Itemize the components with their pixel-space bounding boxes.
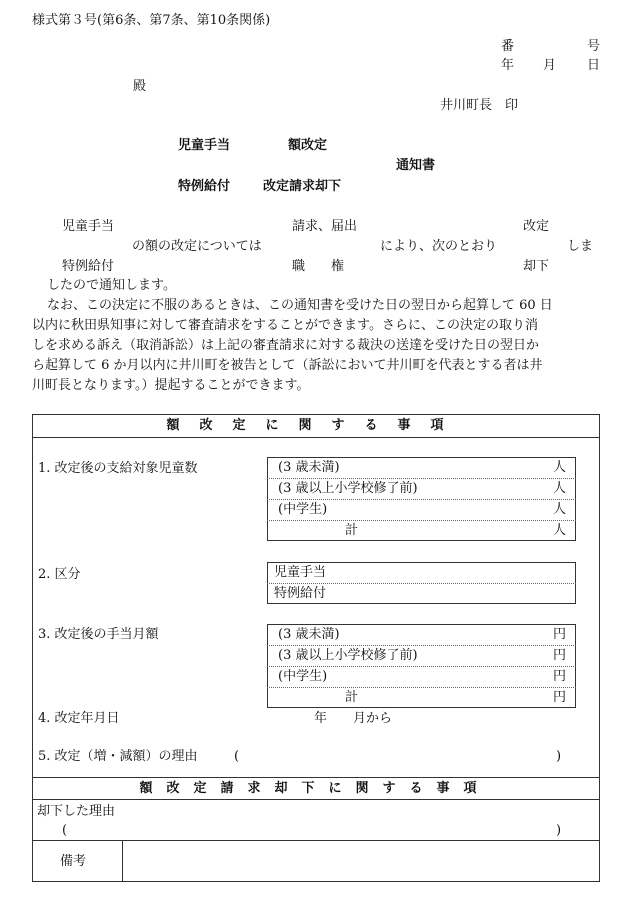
body-shima: しま [567,239,594,254]
remarks-label: 備考 [60,854,87,869]
rejection-paren-open: ( [62,823,68,838]
item1-label: 1. 改定後の支給対象児童数 [38,461,198,476]
number-label: 番 [501,39,515,54]
body-revision: 改定 [523,219,550,234]
appeal-notice-line-3: しを求める訴え（取消訴訟）は上記の審査請求に対する裁決の送達を受けた日の翌日か [32,338,540,353]
body-special-benefit: 特例給付 [62,259,115,274]
title-amount-revision: 額改定 [288,138,328,153]
title-special-benefit: 特例給付 [178,179,231,194]
amount-total-label: 計 [345,690,359,705]
body-request-report: 請求、届出 [292,219,358,234]
body-rejection: 却下 [523,259,550,274]
appeal-notice-line-4: ら起算して 6 か月以内に井川町を被告として（訴訟において井川町を代表とする者は井 [32,358,543,373]
section1-divider [32,437,600,438]
day-label: 日 [587,58,601,73]
item4-label: 4. 改定年月日 [38,711,120,726]
children-total-label: 計 [345,523,359,538]
remarks-divider [32,840,600,841]
children-primary-label: (3 歳以上小学校修了前) [278,481,418,496]
issuer-seal: 井川町長 印 [440,98,519,113]
category-special-benefit: 特例給付 [274,586,327,601]
rejection-paren-close: ) [556,823,562,838]
title-revision-request-rejection: 改定請求却下 [263,179,342,194]
amount-primary-label: (3 歳以上小学校修了前) [278,648,418,663]
body-as-follows: により、次のとおり [380,239,498,254]
revision-date-value: 年 月から [314,711,393,726]
form-number: 様式第３号(第6条、第7条、第10条関係) [32,13,271,28]
reason-paren-close: ) [556,749,562,764]
children-total-unit: 人 [553,523,567,538]
remarks-column-divider [122,840,123,882]
amount-junior-high-label: (中学生) [278,669,328,684]
section2-title: 額改定請求却下に関する事項 [139,781,491,796]
issue-suffix-label: 号 [587,39,601,54]
appeal-notice-line-5: 川町長となります。）提起することができます。 [32,378,310,393]
children-primary-unit: 人 [553,481,567,496]
children-under3-label: (3 歳未満) [278,460,340,475]
section1-title: 額改定に関する事項 [166,418,464,433]
body-allowance: 児童手当 [62,219,115,234]
children-junior-high-unit: 人 [553,502,567,517]
children-under3-unit: 人 [553,460,567,475]
month-label: 月 [543,58,557,73]
amount-under3-label: (3 歳未満) [278,627,340,642]
body-notification: したので通知します。 [47,278,176,293]
amount-junior-high-unit: 円 [553,669,567,684]
item2-label: 2. 区分 [38,567,81,582]
body-ex-officio: 職 権 [292,259,345,274]
appeal-notice-line-2: 以内に秋田県知事に対して審査請求をすることができます。さらに、この決定の取り消 [32,318,538,333]
appeal-notice-line-1: なお、この決定に不服のあるときは、この通知書を受けた日の翌日から起算して 60 日 [47,298,553,313]
section2-divider-bottom [32,799,600,800]
rejection-reason-label: 却下した理由 [37,804,116,819]
item3-label: 3. 改定後の手当月額 [38,627,159,642]
body-revision-clause: の額の改定については [132,239,262,254]
amount-total-unit: 円 [553,690,567,705]
year-label: 年 [501,58,515,73]
category-child-allowance: 児童手当 [274,565,327,580]
title-allowance: 児童手当 [178,138,231,153]
addressee-honorific: 殿 [133,79,147,94]
item5-label: 5. 改定（増・減額）の理由 [38,749,198,764]
children-junior-high-label: (中学生) [278,502,328,517]
section2-divider-top [32,777,600,778]
reason-paren-open: ( [234,749,240,764]
amount-primary-unit: 円 [553,648,567,663]
title-notice: 通知書 [396,158,436,173]
amount-under3-unit: 円 [553,627,567,642]
